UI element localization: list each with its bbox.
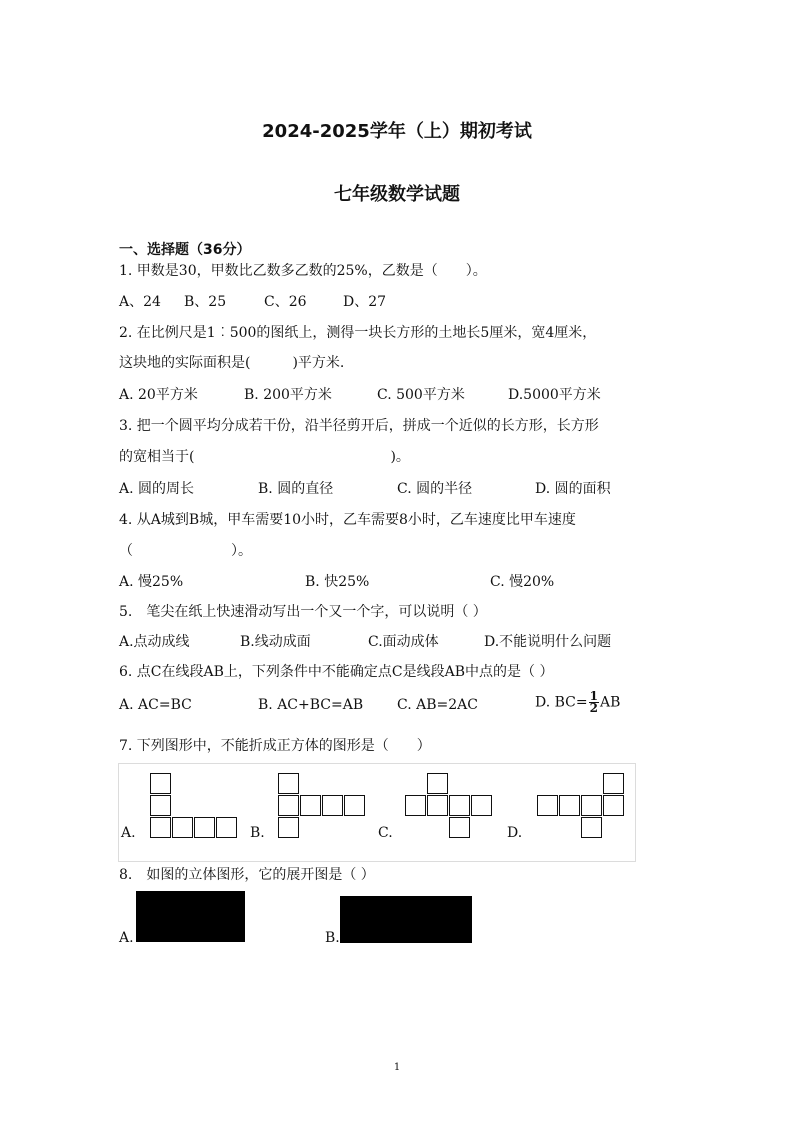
question-1-option-b: B、25 — [184, 294, 227, 310]
question-5-option-c: C.面动成体 — [368, 634, 439, 650]
question-6-text: 6. 点C在线段AB上，下列条件中不能确定点C是线段AB中点的是（ ） — [119, 664, 554, 680]
question-3-text-line1: 3. 把一个圆平均分成若干份，沿半径剪开后，拼成一个近似的长方形，长方形 — [119, 418, 599, 434]
page-title: 2024-2025学年（上）期初考试 — [262, 121, 532, 142]
net-d-square — [603, 773, 624, 794]
net-a-square — [150, 817, 171, 838]
question-6-option-c: C. AB=2AC — [397, 697, 478, 713]
net-d-square — [581, 817, 602, 838]
question-2-option-b: B. 200平方米 — [244, 387, 332, 403]
question-8-option-b: B. — [325, 930, 340, 946]
one-half-fraction — [589, 691, 599, 714]
question-3-option-b: B. 圆的直径 — [258, 481, 334, 497]
question-1-option-a: A、24 — [119, 294, 161, 310]
net-c-square — [405, 795, 426, 816]
section-heading: 一、选择题（36分） — [119, 242, 251, 258]
question-6-option-b: B. AC+BC=AB — [258, 697, 364, 713]
question-8-option-a: A. — [119, 930, 134, 946]
question-6-option-d — [535, 691, 620, 714]
question-6-option-d-suffix: AB — [599, 694, 621, 711]
net-b-square — [278, 795, 299, 816]
question-4-option-b: B. 快25% — [305, 574, 370, 590]
fraction-denominator: 2 — [589, 701, 598, 715]
question-4-text-line2: （ ）。 — [119, 543, 252, 559]
net-a-square — [216, 817, 237, 838]
net-d-square — [581, 795, 602, 816]
question-1-option-c: C、26 — [264, 294, 307, 310]
redacted-image-a — [136, 891, 245, 942]
net-b-square — [278, 773, 299, 794]
question-3-text-line2: 的宽相当于( )。 — [119, 449, 410, 465]
net-b-square — [322, 795, 343, 816]
net-a-square — [150, 795, 171, 816]
question-7-option-b: B. — [250, 825, 265, 841]
question-1-text: 1. 甲数是30，甲数比乙数多乙数的25%，乙数是（ ）。 — [119, 263, 487, 279]
net-d-square — [537, 795, 558, 816]
net-a-square — [194, 817, 215, 838]
question-5-text: 5. 笔尖在纸上快速滑动写出一个又一个字，可以说明（ ） — [119, 604, 487, 620]
question-2-option-a: A. 20平方米 — [119, 387, 198, 403]
net-c-square — [471, 795, 492, 816]
net-b-square — [344, 795, 365, 816]
net-b-square — [278, 817, 299, 838]
question-5-option-b: B.线动成面 — [240, 634, 311, 650]
net-c-square — [449, 817, 470, 838]
question-7-option-c: C. — [378, 825, 393, 841]
question-3-option-c: C. 圆的半径 — [397, 481, 473, 497]
net-a-square — [150, 773, 171, 794]
page-subtitle: 七年级数学试题 — [334, 184, 460, 205]
question-4-option-a: A. 慢25% — [119, 574, 184, 590]
question-3-option-d: D. 圆的面积 — [535, 481, 611, 497]
redacted-image-b — [340, 896, 472, 943]
question-6-option-a: A. AC=BC — [119, 697, 192, 713]
question-7-text: 7. 下列图形中，不能折成正方体的图形是（ ） — [119, 738, 431, 754]
question-1-option-d: D、27 — [343, 294, 387, 310]
net-a-square — [172, 817, 193, 838]
question-6-option-d-label: D. BC= — [535, 694, 588, 711]
question-2-text-line1: 2. 在比例尺是1︰500的图纸上，测得一块长方形的土地长5厘米，宽4厘米， — [119, 325, 597, 341]
question-7-option-d: D. — [507, 825, 523, 841]
net-c-square — [427, 773, 448, 794]
net-c-square — [449, 795, 470, 816]
question-3-option-a: A. 圆的周长 — [119, 481, 195, 497]
question-7-option-a: A. — [121, 825, 136, 841]
question-4-text-line1: 4. 从A城到B城，甲车需要10小时，乙车需要8小时，乙车速度比甲车速度 — [119, 512, 576, 528]
fraction-numerator: 1 — [589, 689, 598, 703]
question-5-option-a: A.点动成线 — [119, 634, 190, 650]
cube-nets-figure — [118, 763, 636, 862]
question-2-option-c: C. 500平方米 — [377, 387, 465, 403]
question-4-option-c: C. 慢20% — [490, 574, 555, 590]
question-8-text: 8. 如图的立体图形，它的展开图是（ ） — [119, 867, 375, 883]
question-5-option-d: D.不能说明什么问题 — [484, 634, 612, 650]
question-2-text-line2: 这块地的实际面积是( )平方米. — [119, 355, 345, 371]
net-d-square — [559, 795, 580, 816]
net-b-square — [300, 795, 321, 816]
question-2-option-d: D.5000平方米 — [508, 387, 601, 403]
page-number: 1 — [393, 1062, 401, 1073]
net-d-square — [603, 795, 624, 816]
net-c-square — [427, 795, 448, 816]
